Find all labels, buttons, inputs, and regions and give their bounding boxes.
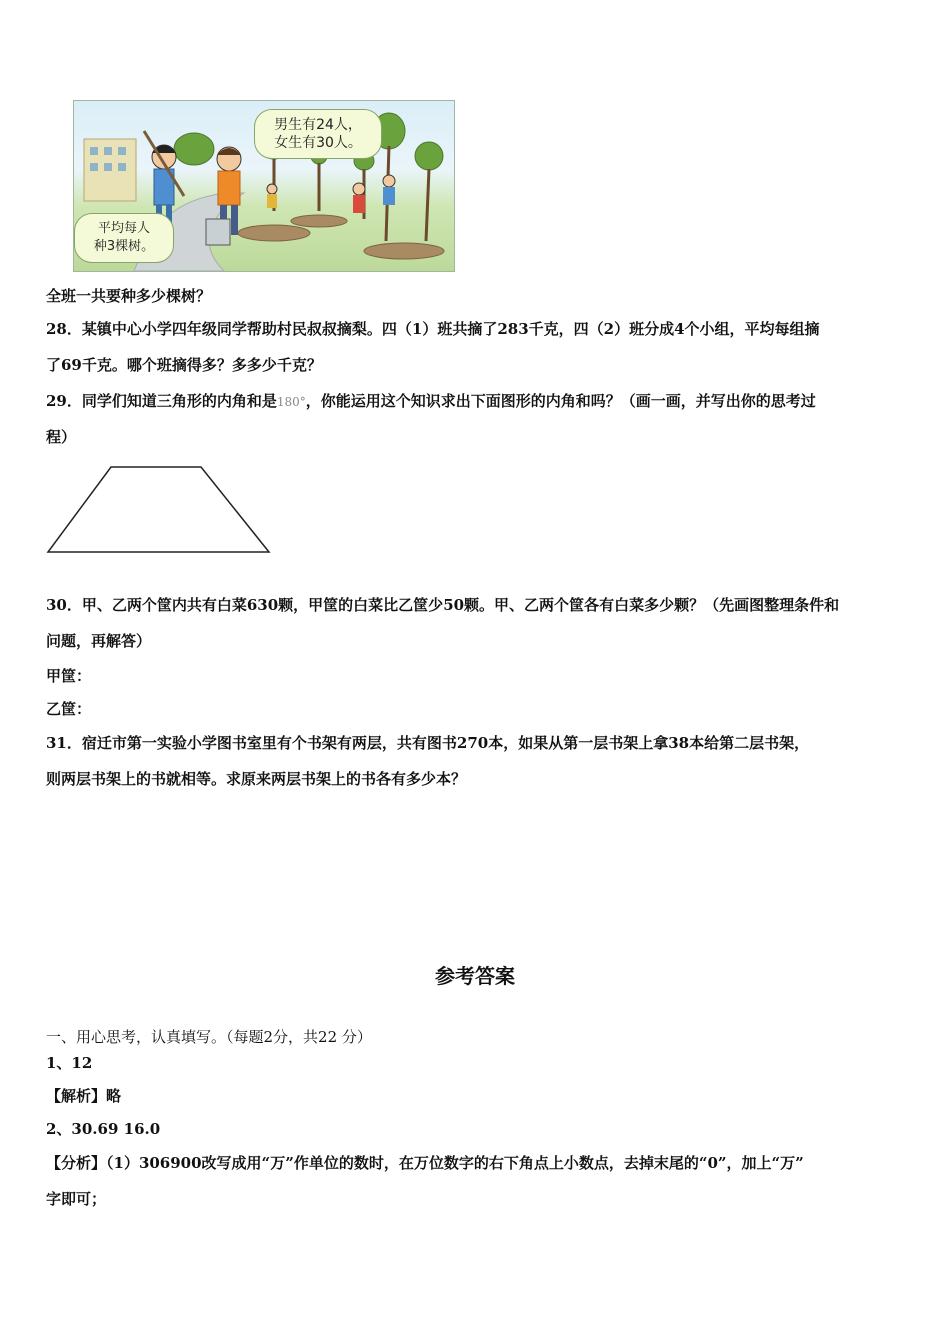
question-28-line2: 了69千克。哪个班摘得多？多多少千克？ <box>46 356 322 374</box>
bubble-text-boys: 男生有24人， <box>274 117 362 133</box>
bubble-text-trees: 种3棵树。 <box>93 239 155 254</box>
question-28-line1: 28．某镇中心小学四年级同学帮助村民叔叔摘梨。四（1）班共摘了283千克，四（2）班分成4个小组，平均每组摘 <box>46 320 820 338</box>
question-31-line2: 则两层书架上的书就相等。求原来两层书架上的书各有多少本？ <box>46 770 467 788</box>
answer-2: 2、30.69 16.0 <box>46 1120 161 1138</box>
yi-basket-label: 乙筐： <box>46 700 92 718</box>
answers-title: 参考答案 <box>435 964 515 988</box>
speech-bubble-trees-each <box>74 213 174 263</box>
trapezoid-figure <box>46 463 276 559</box>
answers-section-1: 一、用心思考，认真填写。（每题2分，共22 分） <box>46 1028 372 1046</box>
question-27-text: 全班一共要种多少棵树？ <box>46 287 212 305</box>
question-31-line1: 31．宿迁市第一实验小学图书室里有个书架有两层，共有图书270本，如果从第一层书架上拿38本给第二层书架， <box>46 734 810 752</box>
degree-180: 180° <box>276 395 306 409</box>
answer-1: 1、12 <box>46 1054 93 1072</box>
speech-bubble-students-count <box>254 109 382 159</box>
bubble-text-average: 平均每人 <box>97 221 150 236</box>
answer-1-analysis: 【解析】略 <box>46 1087 122 1105</box>
bubble-text-girls: 女生有30人。 <box>274 135 362 151</box>
jia-basket-label: 甲筐： <box>46 667 92 685</box>
question-29-line1 <box>46 390 906 413</box>
answer-2-analysis-line1: 【分析】（1）306900改写成用“万”作单位的数时，在万位数字的右下角点上小数点，去掉末尾的“0”，加上“万” <box>46 1154 804 1172</box>
question-29-line2: 程） <box>46 428 77 446</box>
question-29-text-after: ，你能运用这个知识求出下面图形的内角和吗？（画一画，并写出你的思考过 <box>305 392 816 410</box>
answer-2-analysis-line2: 字即可； <box>46 1190 107 1208</box>
question-29-text-before: 29．同学们知道三角形的内角和是 <box>46 392 277 410</box>
tree-planting-illustration <box>73 100 455 272</box>
question-30-line1: 30．甲、乙两个筐内共有白菜630颗，甲筐的白菜比乙筐少50颗。甲、乙两个筐各有白菜多少颗？（先画图整理条件和 <box>46 596 840 614</box>
question-30-line2: 问题，再解答） <box>46 632 152 650</box>
